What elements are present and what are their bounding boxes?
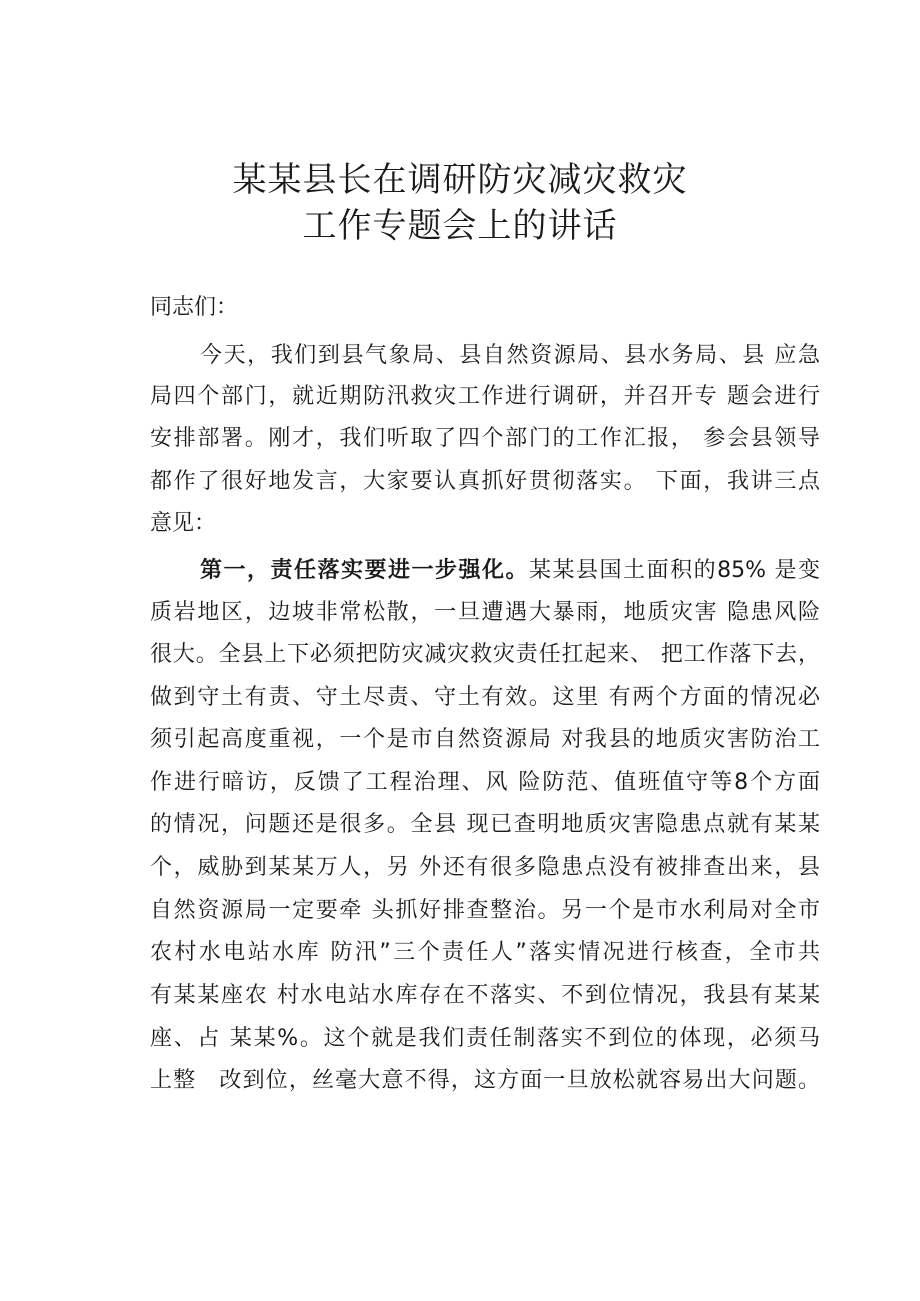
- para1-line-4: 都作了很好地发言，大家要认真抓好贯彻落实。 下面，我讲三点: [150, 469, 820, 494]
- para2-heading: 第一，责任落实要进一步强化。: [200, 558, 530, 583]
- document-title-line-2: 工作专题会上的讲话: [302, 206, 618, 246]
- para2-line-4: 做到守土有责、守土尽责、守土有效。这里 有两个方面的情况必: [150, 685, 820, 710]
- para2-line-12: 座、占 某某%。这个就是我们责任制落实不到位的体现，必须马: [150, 1026, 820, 1051]
- para1-line-3: 安排部署。刚才，我们听取了四个部门的工作汇报， 参会县领导: [150, 426, 820, 451]
- para2-line-13: 上整 改到位，丝毫大意不得，这方面一旦放松就容易出大问题。: [150, 1068, 820, 1093]
- para1-line-1: 今天，我们到县气象局、县自然资源局、县水务局、县 应急: [200, 343, 820, 368]
- para2-first-rest: 某某县国土面积的85% 是变: [529, 558, 820, 583]
- para2-line-7: 的情况，问题还是很多。全县 现已查明地质灾害隐患点就有某某: [150, 812, 820, 837]
- para2-line-9: 自然资源局一定要牵 头抓好排查整治。另一个是市水利局对全市: [150, 898, 820, 923]
- para2-line-11: 有某某座农 村水电站水库存在不落实、不到位情况，我县有某某: [150, 983, 820, 1008]
- para2-line-2: 质岩地区，边坡非常松散，一旦遭遇大暴雨，地质灾害 隐患风险: [150, 600, 820, 625]
- para1-line-5: 意见：: [150, 511, 217, 536]
- para2-line-3: 很大。全县上下必须把防灾减灾救灾责任扛起来、 把工作落下去，: [150, 642, 820, 667]
- document-title-line-1: 某某县长在调研防灾减灾救灾: [232, 160, 688, 200]
- para1-line-2: 局四个部门，就近期防汛救灾工作进行调研，并召开专 题会进行: [150, 384, 820, 409]
- para2-line-1: [200, 556, 820, 586]
- para2-line-5: 须引起高度重视，一个是市自然资源局 对我县的地质灾害防治工: [150, 727, 820, 752]
- para2-line-8: 个，威胁到某某万人，另 外还有很多隐患点没有被排查出来，县: [150, 855, 820, 880]
- para2-line-6: 作进行暗访，反馈了工程治理、风 险防范、值班值守等8个方面: [150, 770, 820, 795]
- salutation: 同志们：: [150, 295, 239, 320]
- para2-line-10: 农村水电站水库 防汛”三个责任人”落实情况进行核查，全市共: [150, 940, 820, 965]
